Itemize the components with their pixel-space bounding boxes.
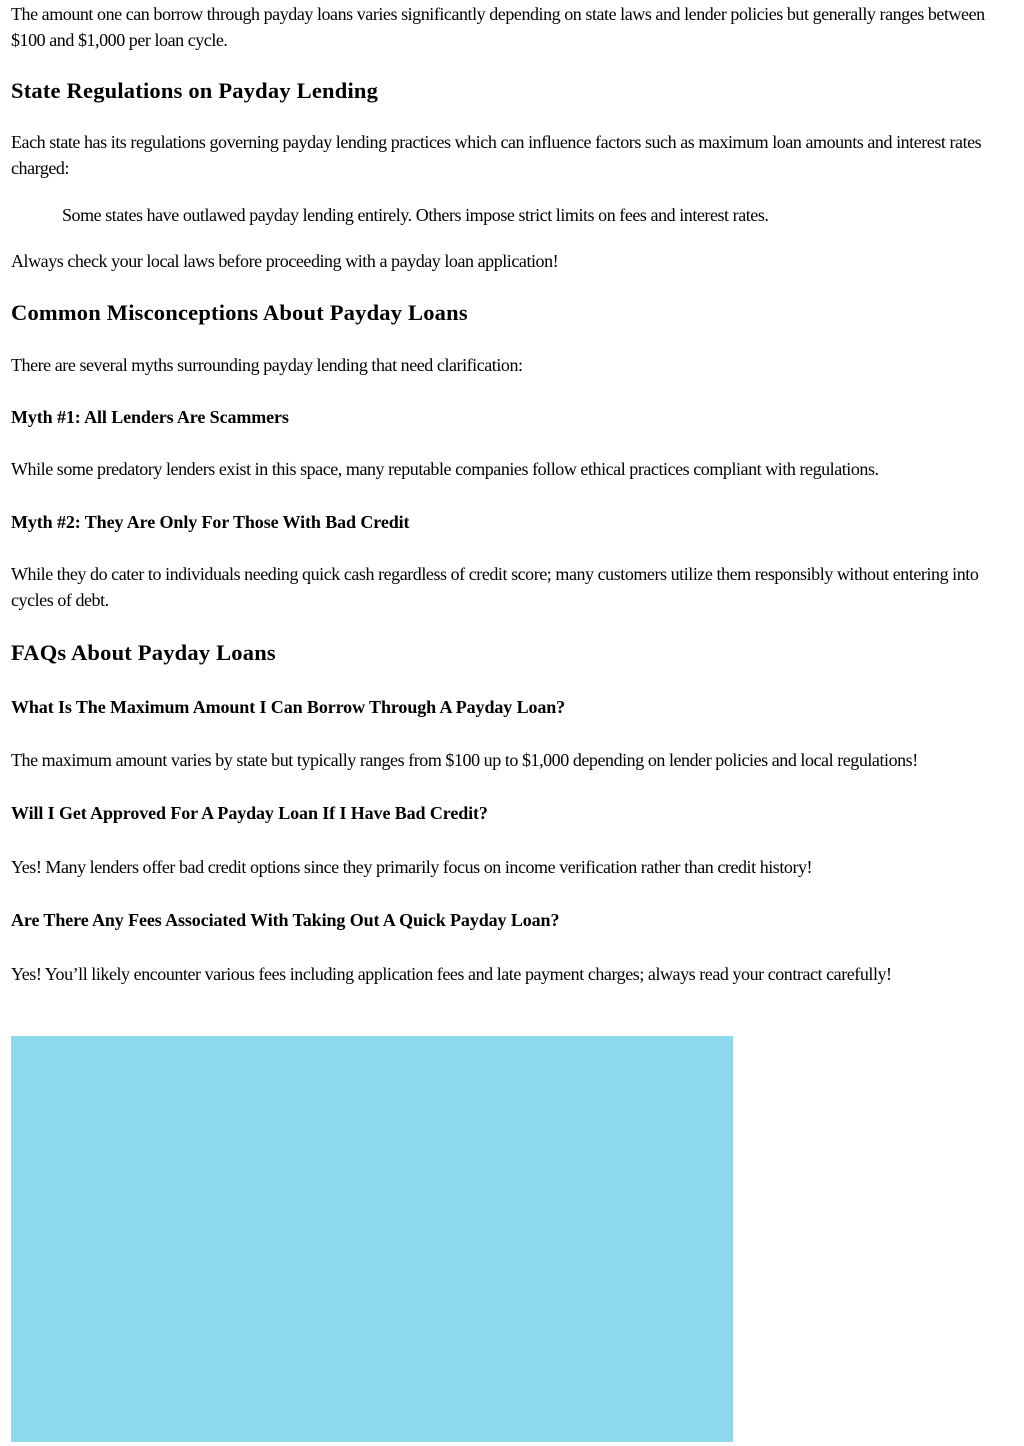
myth-2-body: While they do cater to individuals needing quick cash regardless of credit score; many customers utilize them responsibly without entering into cycles of debt. <box>11 564 979 610</box>
faq-2-answer: Yes! Many lenders offer bad credit options since they primarily focus on income verification rather than credit history! <box>11 857 813 877</box>
intro-paragraph: The amount one can borrow through payday loans varies significantly depending on state laws and lender policies but generally ranges between $100 and $1,000 per loan cycle. <box>11 4 985 50</box>
state-regulations-heading: State Regulations on Payday Lending <box>11 78 379 103</box>
faq-1-question: What Is The Maximum Amount I Can Borrow Through A Payday Loan? <box>11 697 566 717</box>
myth-2-title: Myth #2: They Are Only For Those With Bad Credit <box>11 512 410 532</box>
faq-1-answer: The maximum amount varies by state but typically ranges from $100 up to $1,000 depending on lender policies and local regulations! <box>11 750 918 770</box>
faqs-heading: FAQs About Payday Loans <box>11 640 276 665</box>
misconceptions-intro: There are several myths surrounding payday lending that need clarification: <box>11 355 523 375</box>
faq-3-answer: Yes! You’ll likely encounter various fees including application fees and late payment charges; always read your contract carefully! <box>11 964 892 984</box>
state-regulations-closing: Always check your local laws before proceeding with a payday loan application! <box>11 251 559 271</box>
article-body <box>11 0 1011 987</box>
state-regulations-paragraph: Each state has its regulations governing payday lending practices which can influence factors such as maximum loan amounts and interest rates charged: <box>11 132 982 178</box>
faq-3-question: Are There Any Fees Associated With Taking Out A Quick Payday Loan? <box>11 910 560 930</box>
state-regulations-quote: Some states have outlawed payday lending entirely. Others impose strict limits on fees and interest rates. <box>62 205 769 225</box>
image-placeholder <box>11 1036 733 1442</box>
myth-1-title: Myth #1: All Lenders Are Scammers <box>11 407 289 427</box>
misconceptions-heading: Common Misconceptions About Payday Loans <box>11 300 468 325</box>
faq-2-question: Will I Get Approved For A Payday Loan If I Have Bad Credit? <box>11 803 488 823</box>
myth-1-body: While some predatory lenders exist in this space, many reputable companies follow ethical practices compliant with regulations. <box>11 459 879 479</box>
